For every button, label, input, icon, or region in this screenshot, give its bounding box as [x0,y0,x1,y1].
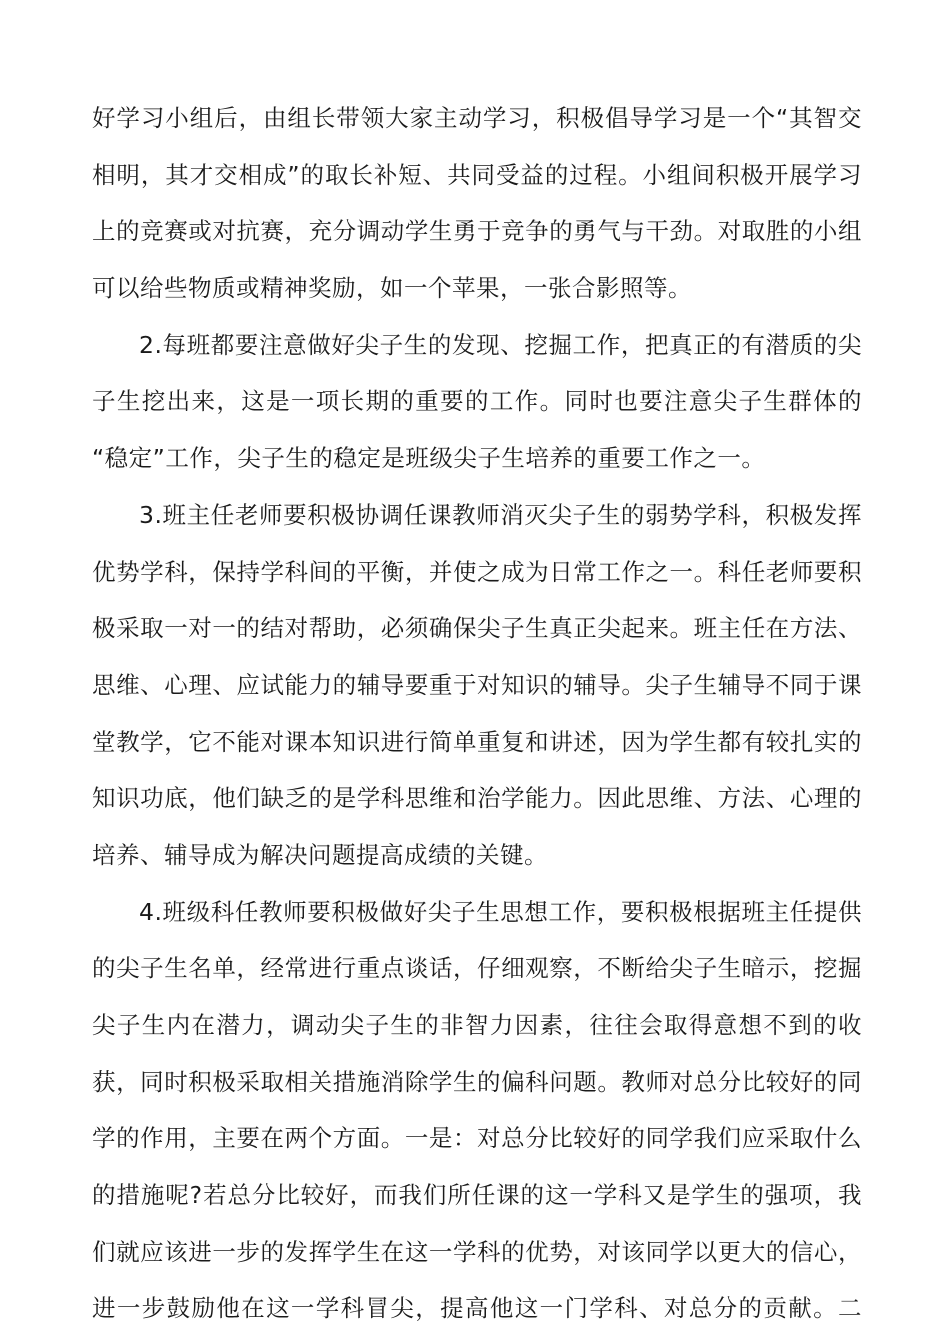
text-line: 3.班主任老师要积极协调任课教师消灭尖子生的弱势学科，积极发挥 [139,500,862,529]
paragraph-3 [92,487,862,884]
text-line: 子生挖出来，这是一项长期的重要的工作。同时也要注意尖子生群体的 [92,387,862,416]
text-line: 学的作用，主要在两个方面。一是：对总分比较好的同学我们应采取什么 [92,1124,862,1153]
text-line: 可以给些物质或精神奖励，如一个苹果，一张合影照等。 [92,274,692,303]
text-line: 思维、心理、应试能力的辅导要重于对知识的辅导。尖子生辅导不同于课 [92,670,862,699]
text-line: 尖子生内在潜力，调动尖子生的非智力因素，往往会取得意想不到的收 [92,1011,862,1039]
paragraph-4 [92,884,862,1338]
text-line: 的尖子生名单，经常进行重点谈话，仔细观察，不断给尖子生暗示，挖掘 [92,954,862,983]
text-line: 的措施呢?若总分比较好，而我们所任课的这一学科又是学生的强项，我 [92,1181,862,1210]
text-line: 进一步鼓励他在这一学科冒尖，提高他这一门学科、对总分的贡献。二 [92,1294,862,1323]
text-line: 4.班级科任教师要积极做好尖子生思想工作，要积极根据班主任提供 [139,897,862,926]
paragraph-2 [92,317,862,487]
text-line: 好学习小组后，由组长带领大家主动学习，积极倡导学习是一个“其智交 [92,104,862,132]
text-line: 极采取一对一的结对帮助，必须确保尖子生真正尖起来。班主任在方法、 [92,614,862,643]
text-line: 们就应该进一步的发挥学生在这一学科的优势，对该同学以更大的信心， [92,1237,862,1266]
paragraph-1 [92,90,862,317]
text-line: 优势学科，保持学科间的平衡，并使之成为日常工作之一。科任老师要积 [92,557,862,586]
text-line: 获，同时积极采取相关措施消除学生的偏科问题。教师对总分比较好的同 [92,1067,862,1096]
text-line: 堂教学，它不能对课本知识进行简单重复和讲述，因为学生都有较扎实的 [92,727,862,756]
text-line: 上的竞赛或对抗赛，充分调动学生勇于竞争的勇气与干劲。对取胜的小组 [92,217,862,246]
text-line: “稳定”工作，尖子生的稳定是班级尖子生培养的重要工作之一。 [92,444,766,473]
text-line: 知识功底，他们缺乏的是学科思维和治学能力。因此思维、方法、心理的 [92,784,862,813]
text-line: 培养、辅导成为解决问题提高成绩的关键。 [92,840,548,869]
body-text [92,90,862,1337]
text-line: 2.每班都要注意做好尖子生的发现、挖掘工作，把真正的有潜质的尖 [139,330,862,359]
text-line: 相明，其才交相成”的取长补短、共同受益的过程。小组间积极开展学习 [92,160,862,189]
